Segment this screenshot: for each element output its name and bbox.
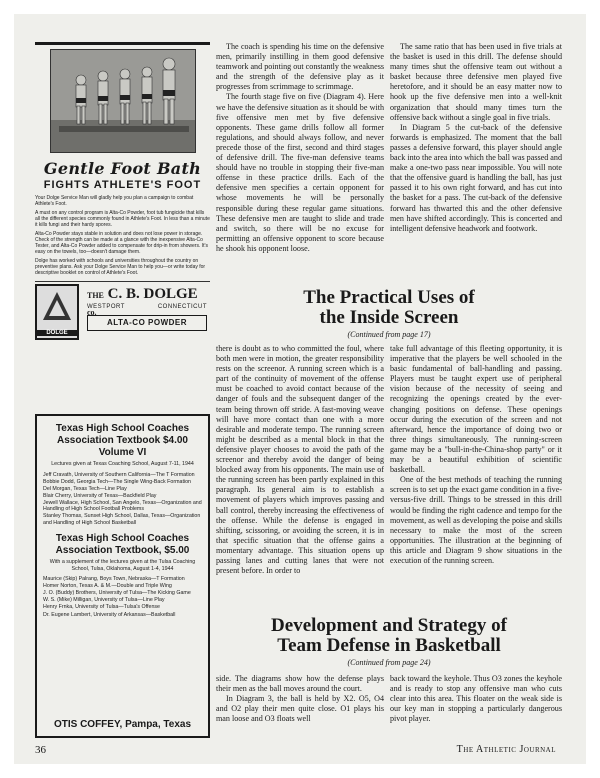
- page-number: 36: [35, 744, 46, 756]
- ad-paragraph: Your Dolge Service Man will gladly help you plan a campaign to combat Athlete's Foot.: [35, 195, 194, 207]
- article-column-right-top: [390, 42, 562, 234]
- article-title-line-2: Team Defense in Basketball: [277, 635, 501, 656]
- ad-paragraph: Dolge has worked with schools and universities throughout the country on preventive plans. Ask your Dolge Service Man to help you—or write today for descriptive booklet on control of Athlete's Foot.: [35, 258, 206, 276]
- textbook-title-1: [43, 423, 202, 459]
- company-state: CONNECTICUT: [157, 304, 207, 310]
- dolge-logo: [35, 284, 79, 340]
- article-title: [216, 616, 562, 656]
- list-item: Homer Norton, Texas A. & M.—Double and Triple Wing: [43, 583, 172, 590]
- list-item: W. S. (Mike) Milligan, University of Tulsa—Line Play: [43, 597, 165, 604]
- article-column-middle-top: [216, 42, 384, 254]
- article-title-line-1: Development and Strategy of: [271, 615, 507, 636]
- textbook-intro-1: Lectures given at Texas Coaching School, August 7-11, 1944: [51, 461, 194, 467]
- article-paragraph: In Diagram 3, the ball is held by X2. O5, O4 and O2 play their men quite close. O1 plays his man loose and O3 floats well: [216, 694, 384, 724]
- list-item: Blair Cherry, University of Texas—Backfield Play: [43, 492, 157, 499]
- list-item: Stanley Thomas, Sunset High School, Dallas, Texas—Organization and Handling of High School Basketball: [43, 513, 201, 526]
- dolge-logo-icon: [37, 286, 77, 326]
- article-title-line-1: The Practical Uses of: [303, 287, 475, 308]
- article-paragraph: back toward the keyhole. Thus O3 zones the keyhole and is ready to stop any offensive man who cuts clear into this area. This floater on the weak side is our key man in stopping a particularly dangerous pivot player.: [390, 674, 562, 724]
- article-header-team-defense: [216, 616, 562, 667]
- swimmers-photo: [50, 49, 196, 153]
- article2-column-left: [216, 344, 384, 576]
- company-prefix: THE: [87, 291, 104, 300]
- dolge-logo-text: DOLGE: [37, 330, 77, 336]
- left-ad-column: [35, 42, 210, 351]
- company-main-name: C. B. DOLGE: [107, 286, 198, 302]
- ad-headline: FIGHTS ATHLETE'S FOOT: [43, 179, 202, 191]
- article-title-line-2: the Inside Screen: [319, 307, 459, 328]
- textbook-seller: OTIS COFFEY, Pampa, Texas: [53, 719, 192, 730]
- list-item: Del Morgan, Texas Tech—Line Play: [43, 485, 127, 492]
- article-paragraph: side. The diagrams show how the defense plays their men as the ball moves around the court.: [216, 674, 384, 694]
- publication-name: The Athletic Journal: [456, 744, 556, 755]
- company-location: [87, 304, 207, 310]
- article-paragraph: The fourth stage five on five (Diagram 4). Here we have the defensive situation as it should be with five offensive men met by five defensive opponents. These game drills follow all former regulations, and should always follow, and never precede those of the first, second and third stages of defensive drill. The five-man defensive teams should have no trouble in stopping their five-man offense in these practice drills. Each of the defensive men specifies a certain opponent for whose movements he will be personally responsible during these regular game situations. These defensive men are taught to slide and trade and switch, so there will be no excuse for permitting an offensive opponent to score because he shook his opponent loose.: [216, 92, 384, 253]
- company-city: WESTPORT: [87, 304, 125, 310]
- product-name: ALTA-CO POWDER: [87, 315, 207, 331]
- textbook-intro-2: With a supplement of the lectures given at the Tulsa Coaching School, Tulsa, Oklahoma, August 1-4, 1944: [49, 559, 196, 572]
- swimmers-illustration: [51, 50, 196, 153]
- article-title: [216, 288, 562, 328]
- continued-note: (Continued from page 17): [347, 330, 431, 339]
- continued-note: (Continued from page 24): [347, 658, 431, 667]
- foot-bath-ad: [35, 42, 210, 351]
- ad-paragraph: Alta-Co Powder stays stable in solution and does not lose power in storage. Check of the strength can be made at a glance with the inexpensive Alta-Co Tester, and Alta-Co Powder added to compensate for drip-in from showers. It's easy on the towels, too—doesn't damage them.: [35, 231, 208, 255]
- list-item: Maurice (Skip) Palrang, Boys Town, Nebraska—T Formation: [43, 576, 185, 583]
- textbook-ad: [35, 414, 210, 738]
- list-item: Bobbie Dodd, Georgia Tech—The Single Wing-Back Formation: [43, 478, 191, 485]
- page-footer: [35, 744, 556, 758]
- list-item: Jeff Cravath, University of Southern California—The T Formation: [43, 471, 195, 478]
- article-paragraph: there is doubt as to who committed the foul, where both men were in motion, the greater responsibility rests on the screenor. A running screen which is a part of the continuity of movement of the offense must be coached to avoid contact because of the danger of fouls and the subsequent danger of the team being thrown off stride. A fast-moving weave will have more contact than one with a more desirable and moderate tempo. The running screen might be described as a mental block in that the defensive player chooses to avoid the path of the screenor and thereby avoid the danger of being blocked away from his opponents. The main use of the running screen has been partly explained in this paragraph. Its general aim is to establish a movement of players which improves passing and ball control, thereby increasing the effectiveness of the offense. While the defense is engaged in shifting, scissoring, or avoiding the screen, it is in that specific situation that the offense gains a momentary advantage. This situation opens up passing lanes and cutting lanes that were not present before. In order to: [216, 344, 384, 576]
- dolge-signature: [35, 281, 210, 351]
- textbook-list-1: [43, 472, 202, 527]
- ad-body: [35, 195, 210, 276]
- magazine-page: [14, 14, 586, 764]
- article3-column-right: [390, 674, 562, 724]
- list-item: Jewell Wallace, High School, San Angelo, Texas—Organization and Handling of High School Football Problems: [43, 499, 202, 513]
- textbook-title-text: Texas High School Coaches Association Textbook $4.00: [55, 423, 190, 446]
- article3-column-left: [216, 674, 384, 724]
- ad-script-title: Gentle Foot Bath: [43, 159, 202, 178]
- article-paragraph: The same ratio that has been used in five trials at the basket is used in this drill. The defense should many times shut the offensive team out without a basket because three defensive men played five heretofore, and it should be an easy matter now to hook up the five defensive men into a well-knit organization that should many times turn the offensive back without a single goal in five trials.: [390, 42, 562, 122]
- article-paragraph: take full advantage of this fleeting opportunity, it is imperative that the players be well schooled in the basic fundamental of ball-handling and passing. Players must be taught expert use of peripheral vision because of the necessity of seeing and recognizing the openings created by the ever-changing positions on defense. These openings occur during the execution of the screen and not afterward, hence the importance of doing two or three things simultaneously. The running-screen game may be a "bull-in-the-China-shop party" or it may be a beautiful exhibition of scientific basketball.: [390, 344, 562, 475]
- textbook-list-2: [43, 576, 202, 618]
- article2-column-right: [390, 344, 562, 566]
- list-item: Dr. Eugene Lambert, University of Arkansas—Basketball: [43, 611, 176, 618]
- company-suffix: co.: [87, 308, 97, 317]
- article-header-inside-screen: [216, 288, 562, 339]
- list-item: Henry Frnka, University of Tulsa—Tulsa's Offense: [43, 604, 160, 611]
- article-paragraph: In Diagram 5 the cut-back of the defensive forwards is emphasized. The moment that the ball passes a defensive forward, this player should angle back into the area into which the ball was passed and make a one-two pass near impossible. You will note that the offensive guard is handling the ball, has just passed it to his own right forward, and has cut into the basket for a pass. The cut-back of the defensive forward has thwarted this and the other defensive men have shifted accordingly. This is concerted and intelligent defensive headwork and footwork.: [390, 122, 562, 233]
- textbook-volume: Volume VI: [98, 447, 147, 458]
- textbook-title-2: Texas High School Coaches Association Textbook, $5.00: [55, 533, 190, 557]
- article-paragraph: One of the best methods of teaching the running screen is to set up the exact game condition in a five-versus-five drill. Things to be stressed in this drill would be finding the right cadence and tempo for the movement, as well as developing the poise and skills necessary to make the most of the screen opportunities. The illustration at the beginning of this article and Diagram 9 show situations in the execution of the running screen.: [390, 475, 562, 565]
- ad-paragraph: A must on any control program is Alta-Co Powder, foot tub fungicide that kills all the different species commonly found in Athlete's Foot. In less than a minute it kills fungi and their hardy spores.: [35, 210, 210, 228]
- article-paragraph: The coach is spending his time on the defensive men, primarily instilling in them good defensive teamwork and pointing out constantly the weakness and the strength of the defensive play as it progresses from scrimmage to scrimmage.: [216, 42, 384, 92]
- list-item: J. O. (Buddy) Brothers, University of Tulsa—The Kicking Game: [43, 590, 191, 597]
